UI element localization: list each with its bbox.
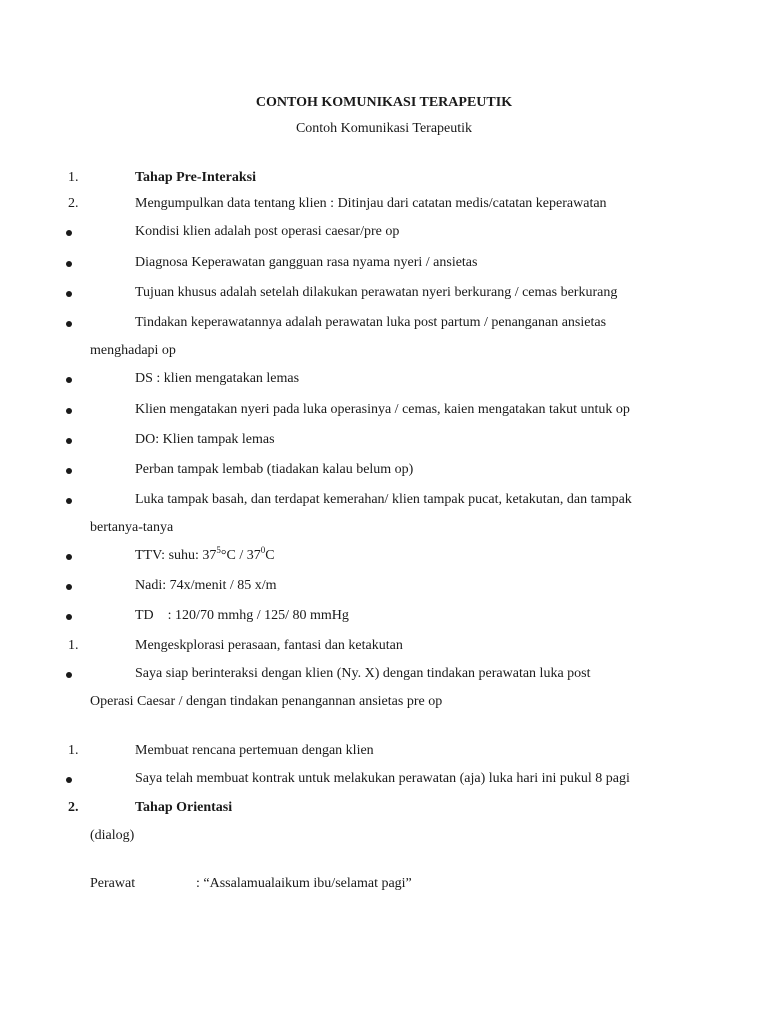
bullet-icon [66, 498, 72, 504]
vital-temperature: TTV: suhu: $37^5^\circ C / 37^0C$ [135, 545, 275, 563]
dialog-label: (dialog) [90, 828, 135, 843]
list-item [0, 546, 768, 566]
list-item [0, 636, 768, 656]
bullet-icon [66, 261, 72, 267]
bullet-icon [66, 777, 72, 783]
dialog-label-line [0, 826, 768, 846]
list-item [0, 460, 768, 480]
list-item [0, 576, 768, 596]
bullet-icon [66, 291, 72, 297]
list-number: 1. [68, 170, 79, 185]
bullet-icon [66, 408, 72, 414]
list-item [0, 283, 768, 303]
list-item-text: DS : klien mengatakan lemas [135, 371, 300, 386]
list-item [0, 222, 768, 242]
list-number: 1. [68, 638, 79, 653]
list-item-text: Saya siap berinteraksi dengan klien (Ny. X) dengan tindakan perawatan luka post [135, 666, 591, 681]
list-item [0, 741, 768, 761]
list-item-text: Mengeskplorasi perasaan, fantasi dan ketakutan [135, 638, 403, 653]
document-title: CONTOH KOMUNIKASI TERAPEUTIK [255, 95, 513, 110]
list-item [0, 168, 768, 188]
dialog-text: : “Assalamualaikum ibu/selamat pagi” [196, 876, 412, 891]
list-item [0, 400, 768, 420]
list-item-text: Klien mengatakan nyeri pada luka operasinya / cemas, kaien mengatakan takut untuk op [135, 402, 630, 417]
list-item [0, 606, 768, 626]
list-item-text: bertanya-tanya [90, 520, 174, 535]
list-item [0, 490, 768, 510]
list-item [0, 313, 768, 333]
bullet-icon [66, 614, 72, 620]
list-item-text: Luka tampak basah, dan terdapat kemerahan/ klien tampak pucat, ketakutan, dan tampak [135, 492, 632, 507]
list-item [0, 194, 768, 214]
list-item [0, 664, 768, 684]
list-item-text: DO: Klien tampak lemas [135, 432, 275, 447]
section-heading: Tahap Pre-Interaksi [135, 170, 256, 185]
section-heading: Tahap Orientasi [135, 800, 233, 815]
bullet-icon [66, 554, 72, 560]
list-item-text: Membuat rencana pertemuan dengan klien [135, 743, 374, 758]
list-item-text: Nadi: 74x/menit / 85 x/m [135, 578, 277, 593]
list-item-text: menghadapi op [90, 343, 176, 358]
list-item [0, 430, 768, 450]
list-number: 2. [68, 196, 79, 211]
document-subtitle: Contoh Komunikasi Terapeutik [295, 121, 473, 136]
list-item-text: Saya telah membuat kontrak untuk melakukan perawatan (aja) luka hari ini pukul 8 pagi [135, 771, 630, 786]
bullet-icon [66, 584, 72, 590]
list-item-continuation [0, 692, 768, 712]
list-item-continuation [0, 341, 768, 361]
list-item [0, 253, 768, 273]
list-item [0, 769, 768, 789]
list-item-text: Diagnosa Keperawatan gangguan rasa nyama nyeri / ansietas [135, 255, 478, 270]
bullet-icon [66, 468, 72, 474]
list-item-continuation [0, 518, 768, 538]
bullet-icon [66, 672, 72, 678]
list-item-text: Mengumpulkan data tentang klien : Ditinjau dari catatan medis/catatan keperawatan [135, 196, 607, 211]
dialog-line [0, 874, 768, 894]
list-item-text: Tujuan khusus adalah setelah dilakukan perawatan nyeri berkurang / cemas berkurang [135, 285, 618, 300]
bullet-icon [66, 230, 72, 236]
list-item-text: TD : 120/70 mmhg / 125/ 80 mmHg [135, 608, 349, 623]
bullet-icon [66, 438, 72, 444]
list-number: 1. [68, 743, 79, 758]
bullet-icon [66, 377, 72, 383]
list-item [0, 798, 768, 818]
list-item-text: Tindakan keperawatannya adalah perawatan luka post partum / penanganan ansietas [135, 315, 607, 330]
list-item-text: Operasi Caesar / dengan tindakan penangannan ansietas pre op [90, 694, 443, 709]
list-number: 2. [68, 800, 79, 815]
list-item-text: Kondisi klien adalah post operasi caesar/pre op [135, 224, 400, 239]
dialog-speaker: Perawat [90, 876, 136, 891]
list-item-text: Perban tampak lembab (tiadakan kalau belum op) [135, 462, 414, 477]
bullet-icon [66, 321, 72, 327]
list-item [0, 369, 768, 389]
